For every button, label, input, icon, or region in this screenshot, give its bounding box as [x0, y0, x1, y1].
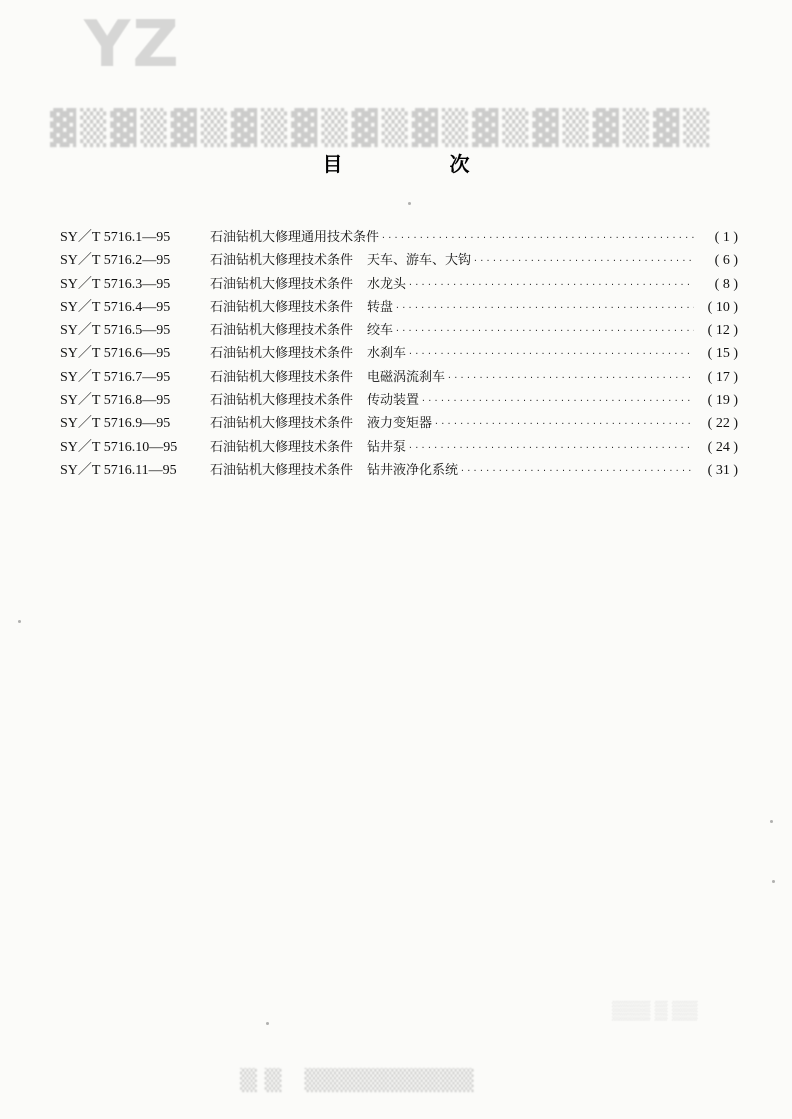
page-number: ( 31 )	[707, 462, 738, 478]
entry-subtitle: 电磁涡流刹车	[367, 369, 446, 385]
standard-code: SY／T 5716.10—95	[60, 439, 178, 455]
standard-code: SY／T 5716.6—95	[60, 346, 171, 362]
standard-code: SY／T 5716.11—95	[60, 462, 177, 478]
dot-leader	[395, 317, 694, 340]
toc-entry[interactable]	[60, 296, 738, 319]
bleed-through-footer-mark: ▒▒▒ ▒ ▒▒	[612, 1000, 698, 1020]
entry-title	[210, 436, 406, 459]
page-number: ( 17 )	[707, 369, 738, 385]
toc-entry[interactable]	[60, 342, 738, 365]
scan-speck	[408, 202, 411, 205]
page-number: ( 6 )	[714, 253, 738, 269]
toc-entry[interactable]	[60, 226, 738, 249]
entry-main-title: 石油钻机大修理通用技术条件	[210, 230, 380, 245]
page-number: ( 10 )	[707, 299, 738, 315]
page-number: ( 15 )	[707, 346, 738, 362]
entry-title	[210, 319, 393, 342]
entry-title	[210, 296, 393, 319]
standard-code: SY／T 5716.5—95	[60, 323, 171, 339]
toc-entry[interactable]	[60, 412, 738, 435]
dot-leader	[381, 224, 694, 247]
page-number: ( 19 )	[707, 393, 738, 409]
standard-code: SY／T 5716.9—95	[60, 416, 171, 432]
entry-subtitle: 传动装置	[367, 393, 420, 409]
entry-main-title: 石油钻机大修理技术条件	[210, 369, 354, 385]
dot-leader	[408, 434, 694, 457]
bleed-through-publisher-mark: ▒ ▒ ▒▒▒▒▒▒▒▒▒▒	[240, 1068, 474, 1093]
entry-main-title: 石油钻机大修理技术条件	[210, 346, 354, 362]
page-number: ( 22 )	[707, 416, 738, 432]
entry-title	[210, 249, 471, 272]
entry-title	[210, 412, 432, 435]
toc-entry[interactable]	[60, 366, 738, 389]
toc-entry[interactable]	[60, 249, 738, 272]
dot-leader	[434, 410, 694, 433]
entry-subtitle: 钻井液净化系统	[367, 462, 459, 478]
entry-main-title: 石油钻机大修理技术条件	[210, 323, 354, 339]
entry-subtitle: 水刹车	[367, 346, 407, 362]
toc-entry[interactable]	[60, 319, 738, 342]
entry-main-title: 石油钻机大修理技术条件	[210, 299, 354, 315]
standard-code: SY／T 5716.1—95	[60, 230, 171, 245]
page-number: ( 1 )	[714, 230, 738, 245]
entry-subtitle: 水龙头	[367, 276, 407, 292]
standard-code: SY／T 5716.7—95	[60, 369, 171, 385]
entry-title	[210, 342, 406, 365]
entry-subtitle: 钻井泵	[367, 439, 407, 455]
entry-main-title: 石油钻机大修理技术条件	[210, 276, 354, 292]
entry-subtitle: 转盘	[367, 299, 394, 315]
standard-code: SY／T 5716.3—95	[60, 276, 171, 292]
toc-entry[interactable]	[60, 436, 738, 459]
toc-entry[interactable]	[60, 459, 738, 482]
page-number: ( 8 )	[714, 276, 738, 292]
dot-leader	[408, 271, 694, 294]
standard-code: SY／T 5716.8—95	[60, 393, 171, 409]
dot-leader	[408, 340, 694, 363]
page-number: ( 12 )	[707, 323, 738, 339]
entry-title	[210, 459, 458, 482]
entry-main-title: 石油钻机大修理技术条件	[210, 416, 354, 432]
entry-subtitle: 液力变矩器	[367, 416, 433, 432]
entry-main-title: 石油钻机大修理技术条件	[210, 253, 354, 269]
table-of-contents	[60, 226, 738, 482]
entry-title	[210, 389, 419, 412]
bleed-through-banner: ▓▒▓▒▓▒▓▒▓▒▓▒▓▒▓▒▓▒▓▒▓▒	[50, 108, 714, 148]
scan-speck	[18, 620, 21, 623]
toc-title: 目 次	[322, 152, 520, 176]
dot-leader	[460, 457, 694, 480]
entry-main-title: 石油钻机大修理技术条件	[210, 462, 354, 478]
dot-leader	[447, 364, 694, 387]
dot-leader	[421, 387, 694, 410]
entry-title	[210, 366, 445, 389]
entry-title	[210, 226, 379, 249]
scan-speck	[772, 880, 775, 883]
entry-subtitle: 天车、游车、大钩	[367, 253, 472, 269]
standard-code: SY／T 5716.2—95	[60, 253, 171, 269]
entry-main-title: 石油钻机大修理技术条件	[210, 393, 354, 409]
scan-speck	[770, 820, 773, 823]
standard-code: SY／T 5716.4—95	[60, 299, 171, 315]
toc-entry[interactable]	[60, 273, 738, 296]
dot-leader	[473, 247, 694, 270]
bleed-through-logo-mark: YZ	[84, 8, 181, 82]
page-number: ( 24 )	[707, 439, 738, 455]
dot-leader	[395, 294, 694, 317]
entry-main-title: 石油钻机大修理技术条件	[210, 439, 354, 455]
scan-speck	[266, 1022, 269, 1025]
entry-title	[210, 273, 406, 296]
toc-entry[interactable]	[60, 389, 738, 412]
entry-subtitle: 绞车	[367, 323, 394, 339]
